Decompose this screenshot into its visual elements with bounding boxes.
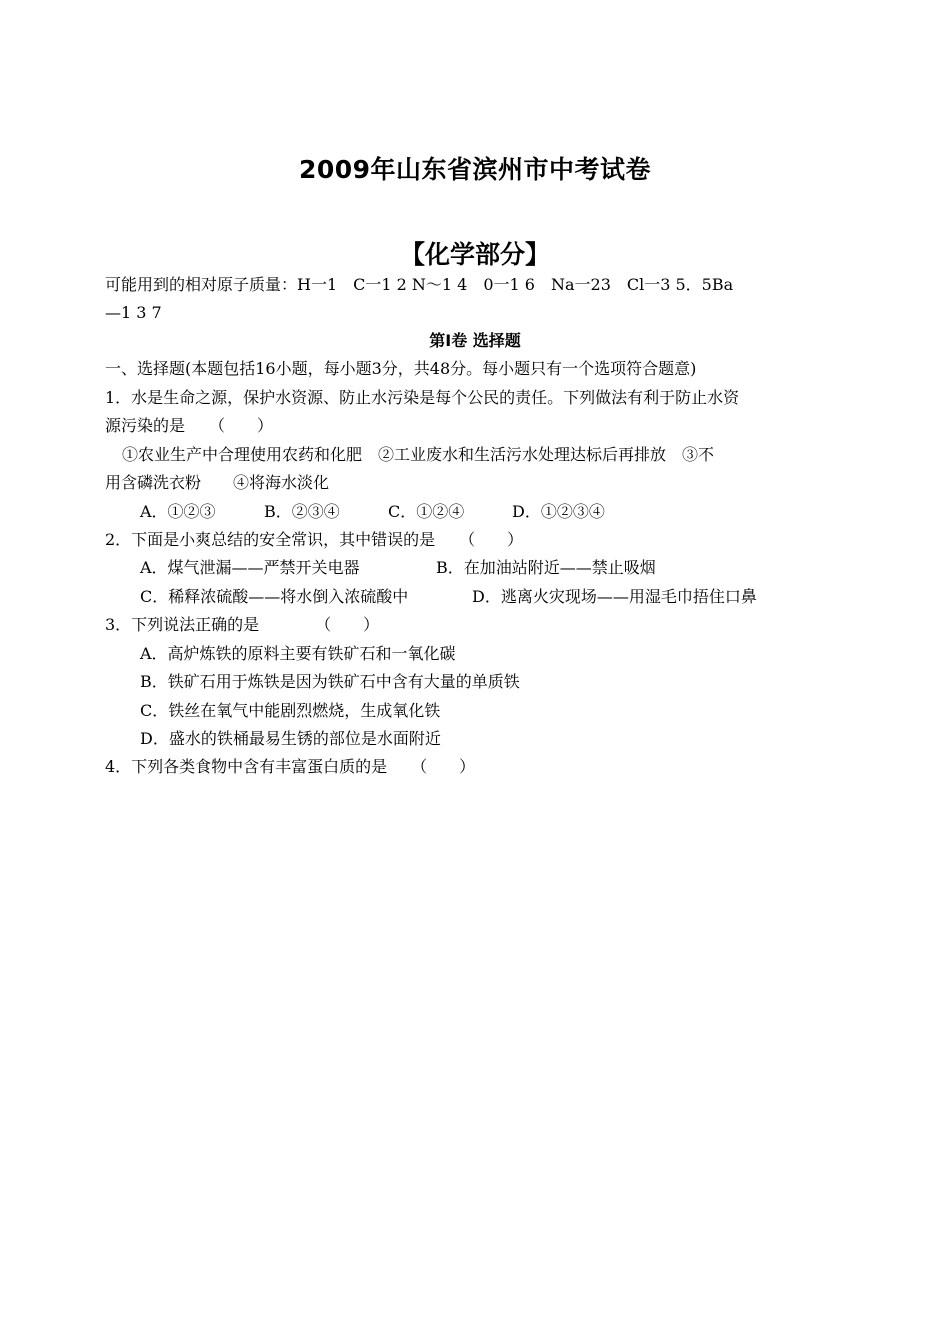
section-subtitle: 【化学部分】 <box>399 240 550 269</box>
question-2-option-a: A．煤气泄漏——严禁开关电器 <box>140 558 360 577</box>
question-1-stem: 1．水是生命之源，保护水资源、防止水污染是每个公民的责任。下列做法有利于防止水资 <box>105 388 740 407</box>
question-2-stem: 2．下面是小爽总结的安全常识，其中错误的是 （ ） <box>105 530 524 549</box>
question-3-option-b: B．铁矿石用于炼铁是因为铁矿石中含有大量的单质铁 <box>140 672 520 691</box>
section-instructions: 一、选择题(本题包括16小题，每小题3分，共48分。每小题只有一个选项符合题意) <box>105 359 697 378</box>
question-2-option-c: C．稀释浓硫酸——将水倒入浓硫酸中 <box>140 587 409 606</box>
atomic-mass-line: 可能用到的相对原子质量：H一1 C一1 2 N～1 4 0一1 6 Na一23 Cl一3 5．5Ba <box>105 275 734 294</box>
question-2-options-ab <box>140 554 656 582</box>
question-2-options-cd <box>140 583 757 611</box>
question-1-stem-continued: 源污染的是 （ ） <box>105 416 274 435</box>
question-1-option-b: B．②③④ <box>264 502 340 521</box>
question-4-stem: 4．下列各类食物中含有丰富蛋白质的是 （ ） <box>105 757 476 776</box>
question-3-option-d: D．盛水的铁桶最易生锈的部位是水面附近 <box>140 729 441 748</box>
question-2-option-d: D．逃离火灾现场——用湿毛巾捂住口鼻 <box>472 587 757 606</box>
question-1-statements-continued: 用含磷洗衣粉 ④将海水淡化 <box>105 473 330 492</box>
question-1-option-d: D．①②③④ <box>512 502 605 521</box>
question-3-option-a: A．高炉炼铁的原料主要有铁矿石和一氧化碳 <box>140 644 456 663</box>
question-1-option-c: C．①②④ <box>388 502 465 521</box>
question-1-statements: ①农业生产中合理使用农药和化肥 ②工业废水和生活污水处理达标后再排放 ③不 <box>122 445 715 464</box>
page-title: 2009年山东省滨州市中考试卷 <box>298 155 652 184</box>
question-3-stem: 3．下列说法正确的是 （ ） <box>105 615 380 634</box>
question-1-option-a: A．①②③ <box>140 502 216 521</box>
atomic-mass-line-continued: —1 3 7 <box>105 303 162 322</box>
volume-heading: 第Ⅰ卷 选择题 <box>429 331 521 350</box>
question-2-option-b: B．在加油站附近——禁止吸烟 <box>436 558 656 577</box>
question-3-option-c: C．铁丝在氧气中能剧烈燃烧，生成氧化铁 <box>140 701 441 720</box>
question-1-options <box>140 498 605 526</box>
